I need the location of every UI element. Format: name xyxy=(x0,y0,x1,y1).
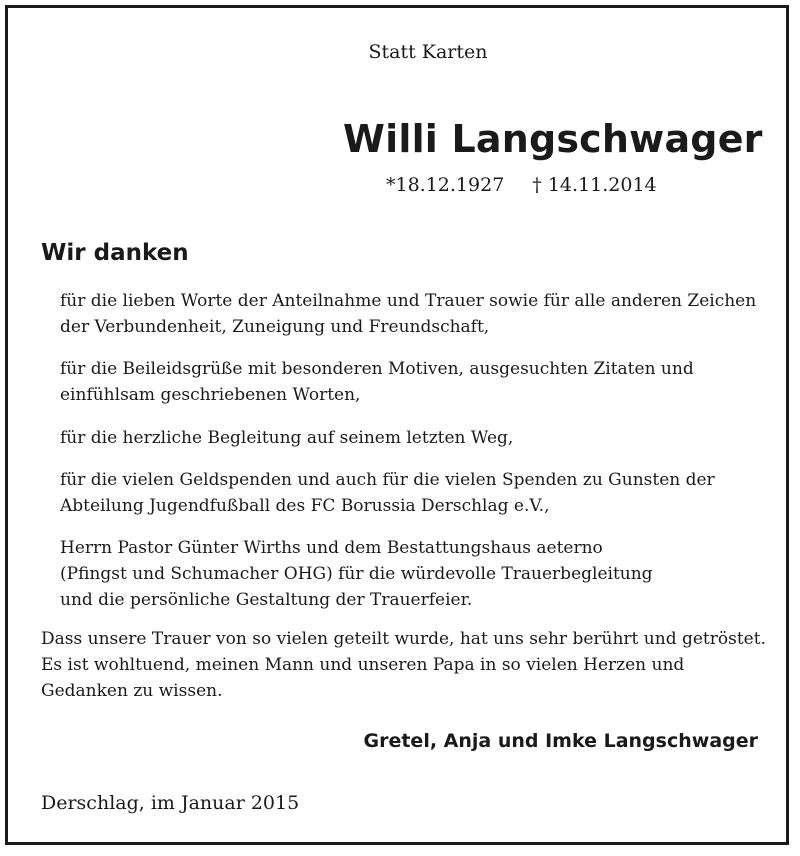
closing-line: Dass unsere Trauer von so vielen geteilt wurde, hat uns sehr berührt und getröstet. xyxy=(41,629,766,649)
place-and-date: Derschlag, im Januar 2015 xyxy=(41,792,300,814)
paragraph-line: Abteilung Jugendfußball des FC Borussia Derschlag e.V., xyxy=(60,496,550,516)
paragraph-line: Herrn Pastor Günter Wirths und dem Bestattungshaus aeterno xyxy=(60,538,603,558)
closing-paragraph xyxy=(41,626,766,704)
paragraph-line: der Verbundenheit, Zuneigung und Freundschaft, xyxy=(60,317,490,337)
header-note: Statt Karten xyxy=(368,41,488,63)
birth-date: *18.12.1927 xyxy=(386,174,505,196)
paragraph-line: für die lieben Worte der Anteilnahme und Trauer sowie für alle anderen Zeichen xyxy=(60,291,757,311)
family-signature: Gretel, Anja und Imke Langschwager xyxy=(363,730,758,752)
closing-line: Es ist wohltuend, meinen Mann und unseren Papa in so vielen Herzen und xyxy=(41,655,685,675)
thanks-paragraph-4 xyxy=(60,467,715,519)
paragraph-line: für die Beileidsgrüße mit besonderen Motiven, ausgesuchten Zitaten und xyxy=(60,359,694,379)
life-dates xyxy=(386,174,657,196)
deceased-name: Willi Langschwager xyxy=(343,117,763,161)
thanks-paragraph-2 xyxy=(60,356,694,408)
paragraph-line: (Pfingst und Schumacher OHG) für die würdevolle Trauerbegleitung xyxy=(60,564,653,584)
thanks-paragraph-5 xyxy=(60,535,653,613)
thanks-paragraph-1 xyxy=(60,288,756,340)
paragraph-line: einfühlsam geschriebenen Worten, xyxy=(60,385,361,405)
paragraph-line: für die vielen Geldspenden und auch für die vielen Spenden zu Gunsten der xyxy=(60,470,715,490)
closing-line: Gedanken zu wissen. xyxy=(41,681,223,701)
thanks-paragraph-3 xyxy=(60,425,513,451)
paragraph-line: für die herzliche Begleitung auf seinem letzten Weg, xyxy=(60,428,514,448)
paragraph-line: und die persönliche Gestaltung der Trauerfeier. xyxy=(60,590,473,610)
thanks-heading: Wir danken xyxy=(41,240,189,266)
death-date: † 14.11.2014 xyxy=(532,174,657,196)
